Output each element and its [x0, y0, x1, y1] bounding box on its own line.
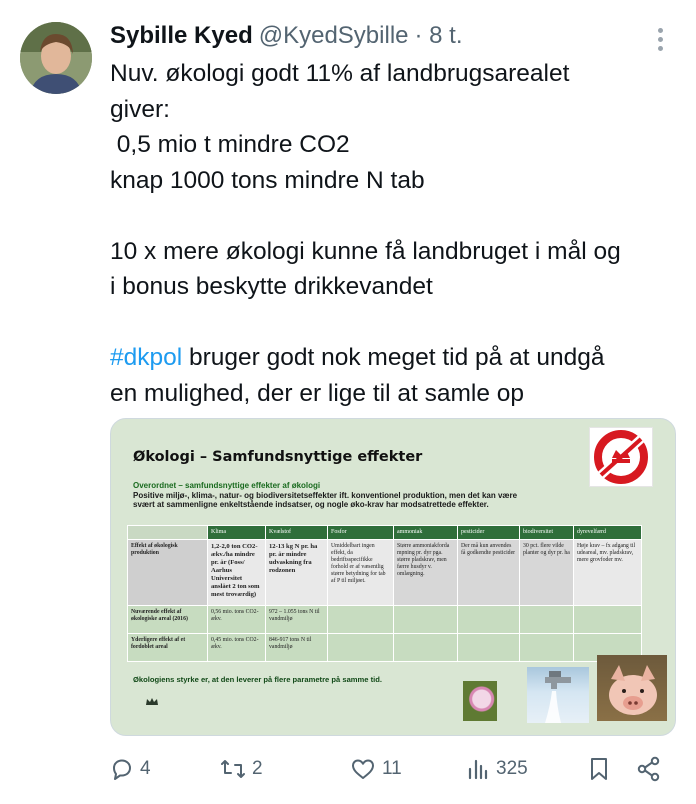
like-count: 11 — [382, 758, 402, 779]
tweet-media-image[interactable] — [110, 418, 676, 736]
author-name[interactable]: Sybille Kyed — [110, 22, 253, 49]
like-icon — [350, 757, 376, 781]
repost-button[interactable] — [220, 752, 263, 786]
tweet-line: Nuv. økologi godt 11% af landbrugsarealet — [110, 60, 570, 87]
table-header: pesticider — [458, 526, 520, 540]
table-cell: 30 pct. flere vilde planter og dyr pr. ha — [520, 540, 574, 606]
tweet-text — [110, 56, 680, 411]
slide-title: Økologi – Samfundsnyttige effekter — [133, 449, 423, 465]
table-cell — [328, 606, 394, 634]
presentation-slide — [111, 419, 676, 736]
table-cell — [574, 606, 642, 634]
crown-icon — [145, 697, 159, 707]
reply-button[interactable] — [110, 752, 151, 786]
effects-table — [127, 525, 642, 662]
tweet-line-hashtag — [110, 340, 680, 376]
table-cell: Større ammoniakforda mpning pr. dyr pga. større pladskrav, men færre husdyr v. omlægning. — [394, 540, 458, 606]
like-button[interactable] — [350, 752, 402, 786]
author-handle[interactable]: @KyedSybille — [258, 22, 409, 49]
tweet-line: en mulighed, der er lige til at samle op — [110, 379, 524, 407]
table-cell — [520, 606, 574, 634]
bookmark-icon — [588, 756, 610, 782]
tweet-actions — [110, 752, 670, 786]
share-button[interactable] — [636, 752, 662, 786]
table-corner — [128, 526, 208, 540]
table-header: Kvælstof — [266, 526, 328, 540]
cell-text: 12-13 kg N pr. ha pr. år mindre udvaskning fra rodzonen — [269, 543, 318, 574]
table-cell — [458, 634, 520, 662]
slide-footer: Økologiens styrke er, at den leverer på flere parametre på samme tid. — [133, 675, 383, 684]
faucet-photo — [527, 667, 589, 723]
tweet-line — [110, 305, 680, 341]
tweet-line: 10 x mere økologi kunne få landbruget i mål og — [110, 237, 621, 265]
table-cell: Umiddelbart ingen effekt, da bedriftsspecifikke forhold er af væsentlig større betydning for tab af P til miljøet. — [328, 540, 394, 606]
oe-logo-icon — [589, 427, 653, 487]
tweet-line: 0,5 mio t mindre CO2 — [110, 131, 350, 158]
table-cell: 972 – 1.055 tons N til vandmiljø — [266, 606, 328, 634]
tweet-time[interactable]: · 8 t. — [414, 22, 463, 49]
table-header: ammoniak — [394, 526, 458, 540]
views-button[interactable] — [466, 752, 528, 786]
hashtag-trailing-text: bruger godt nok meget tid på at undgå — [182, 344, 605, 371]
table-cell: 846-917 tons N til vandmiljø — [266, 634, 328, 662]
row-label: Yderligere effekt af et fordoblet areal — [128, 634, 208, 662]
table-cell — [520, 634, 574, 662]
table-cell — [266, 540, 328, 606]
tweet-line: giver: — [110, 95, 170, 123]
views-count: 325 — [496, 758, 528, 779]
slide-subtitle — [133, 481, 583, 510]
table-row — [128, 540, 642, 606]
table-header: Fosfor — [328, 526, 394, 540]
share-icon — [636, 756, 662, 782]
table-cell — [458, 606, 520, 634]
slide-sub-line: Positive miljø-, klima-, natur- og biodiversitetseffekter ift. konventionel produktion, men det kan være — [133, 490, 518, 500]
flower-photo — [463, 681, 497, 721]
reply-icon — [110, 757, 134, 781]
table-header: Klima — [208, 526, 266, 540]
row-label: Nuværende effekt af økologiske areal (2016) — [128, 606, 208, 634]
tweet-header — [110, 18, 463, 54]
table-row — [128, 606, 642, 634]
table-cell: Høje krav – fx adgang til udeareal, mv. pladskrav, mere grovfoder mv. — [574, 540, 642, 606]
table-cell — [394, 634, 458, 662]
table-cell — [208, 540, 266, 606]
hashtag-link[interactable]: #dkpol — [110, 344, 183, 371]
table-cell: 0,56 mio. tons CO2-ækv. — [208, 606, 266, 634]
table-row — [128, 634, 642, 662]
pig-photo — [597, 655, 667, 721]
table-header: biodiversitet — [520, 526, 574, 540]
row-label: Effekt af økologisk produktion — [128, 540, 208, 606]
table-cell — [394, 606, 458, 634]
tweet-line: i bonus beskytte drikkevandet — [110, 273, 433, 300]
avatar[interactable] — [20, 22, 92, 94]
table-cell — [328, 634, 394, 662]
slide-sub-line: Overordnet – samfundsnyttige effekter af økologi — [133, 481, 321, 490]
views-icon — [466, 757, 490, 781]
table-cell: Der må kun anvendes få godkendte pesticider — [458, 540, 520, 606]
table-header: dyrevelfærd — [574, 526, 642, 540]
tweet-line: knap 1000 tons mindre N tab — [110, 166, 425, 194]
repost-icon — [220, 757, 246, 781]
slide-sub-line: svært at sammenligne enkeltstående indsatser, og nogle øko-krav har modsatrettede effekter. — [133, 500, 489, 509]
bookmark-button[interactable] — [588, 752, 610, 786]
table-cell: 0,45 mio. tons CO2-ækv. — [208, 634, 266, 662]
tweet-line — [110, 198, 680, 234]
repost-count: 2 — [252, 758, 263, 779]
more-icon[interactable] — [648, 26, 672, 54]
reply-count: 4 — [140, 758, 151, 779]
cell-text: 1,2-2,0 ton CO2-ækv./ha mindre pr. år (Foss/ Aarhus Universitet anslået 2 ton som mest troværdig) — [211, 543, 260, 598]
avatar-photo — [20, 22, 92, 94]
